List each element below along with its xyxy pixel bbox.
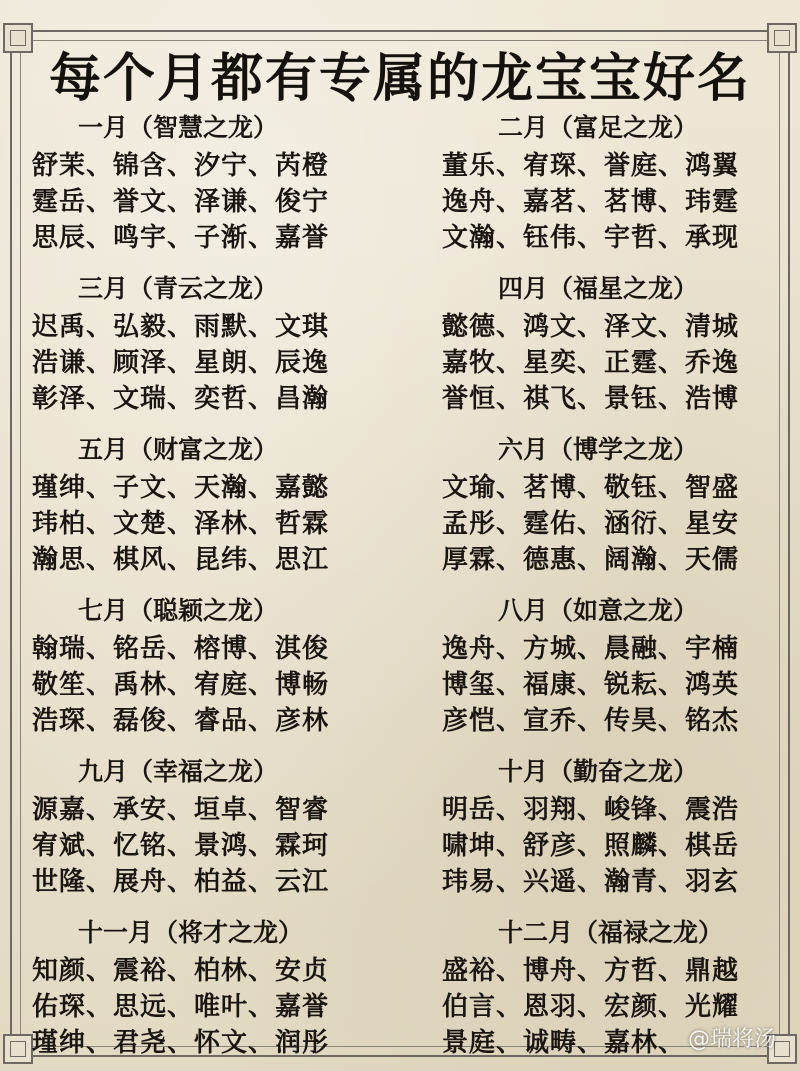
name-row: 彦恺、宣乔、传昊、铭杰 [442,706,740,736]
month-block-february [442,108,782,256]
name-row: 世隆、展舟、柏益、云江 [32,867,330,897]
name-row: 佑琛、思远、唯叶、嘉誉 [32,992,330,1022]
name-row: 博玺、福康、锐耘、鸿英 [442,670,740,700]
name-row: 文瑜、茗博、敬钰、智盛 [442,473,740,503]
name-row: 厚霖、德惠、阔瀚、天儒 [442,545,740,575]
month-block-january [32,108,372,256]
name-row: 知颜、震裕、柏林、安贞 [32,956,330,986]
month-heading: 七月（聪颖之龙） [78,596,279,625]
name-row: 逸舟、嘉茗、茗博、玮霆 [442,187,740,217]
month-block-october [442,752,782,900]
name-row: 景庭、诚畴、嘉林、 [442,1028,686,1058]
name-row: 浩谦、顾泽、星朗、辰逸 [32,348,330,378]
month-block-july [32,591,372,739]
month-heading: 五月（财富之龙） [78,435,279,464]
name-row: 瑾绅、君尧、怀文、润彤 [32,1028,330,1058]
month-heading: 十二月（福禄之龙） [498,918,724,947]
month-block-april [442,269,782,417]
name-row: 明岳、羽翔、峻锋、震浩 [442,795,740,825]
month-heading: 十一月（将才之龙） [78,918,304,947]
month-block-may [32,430,372,578]
name-row: 啸坤、舒彦、照麟、棋岳 [442,831,740,861]
month-block-november [32,913,372,1061]
name-row: 舒茉、锦含、汐宁、芮橙 [32,151,330,181]
name-row: 浩琛、磊俊、睿品、彦林 [32,706,330,736]
name-row: 瀚思、棋风、昆纬、思江 [32,545,330,575]
name-row: 誉恒、祺飞、景钰、浩博 [442,384,740,414]
month-grid [0,108,800,1068]
month-block-september [32,752,372,900]
name-row: 孟彤、霆佑、涵衍、星安 [442,509,740,539]
month-heading: 一月（智慧之龙） [78,113,279,142]
name-row: 迟禹、弘毅、雨默、文琪 [32,312,330,342]
month-block-june [442,430,782,578]
month-heading: 三月（青云之龙） [78,274,279,303]
name-row: 文瀚、钰伟、宇哲、承现 [442,223,740,253]
name-row: 思辰、鸣宇、子渐、嘉誉 [32,223,330,253]
month-block-march [32,269,372,417]
month-block-august [442,591,782,739]
name-row: 玮易、兴遥、瀚青、羽玄 [442,867,740,897]
name-row: 伯言、恩羽、宏颜、光耀 [442,992,740,1022]
page-title: 每个月都有专属的龙宝宝好名 [48,48,751,109]
name-row: 彰泽、文瑞、奕哲、昌瀚 [32,384,330,414]
month-heading: 六月（博学之龙） [498,435,699,464]
watermark-text: @瑞将汤 [687,1027,776,1052]
name-row: 翰瑞、铭岳、榕博、淇俊 [32,634,330,664]
month-heading: 四月（福星之龙） [498,274,699,303]
name-row: 嘉牧、星奕、正霆、乔逸 [442,348,740,378]
month-heading: 八月（如意之龙） [498,596,699,625]
name-row: 懿德、鸿文、泽文、清城 [442,312,740,342]
month-heading: 二月（富足之龙） [498,113,699,142]
name-row: 盛裕、博舟、方哲、鼎越 [442,956,740,986]
month-heading: 十月（勤奋之龙） [498,757,699,786]
name-row: 逸舟、方城、晨融、宇楠 [442,634,740,664]
month-heading: 九月（幸福之龙） [78,757,279,786]
name-row: 宥斌、忆铭、景鸿、霖珂 [32,831,330,861]
name-row: 玮柏、文楚、泽林、哲霖 [32,509,330,539]
name-row: 源嘉、承安、垣卓、智睿 [32,795,330,825]
name-row: 敬笙、禹林、宥庭、博畅 [32,670,330,700]
name-row: 瑾绅、子文、天瀚、嘉懿 [32,473,330,503]
name-row: 霆岳、誉文、泽谦、俊宁 [32,187,330,217]
name-row: 董乐、宥琛、誉庭、鸿翼 [442,151,740,181]
